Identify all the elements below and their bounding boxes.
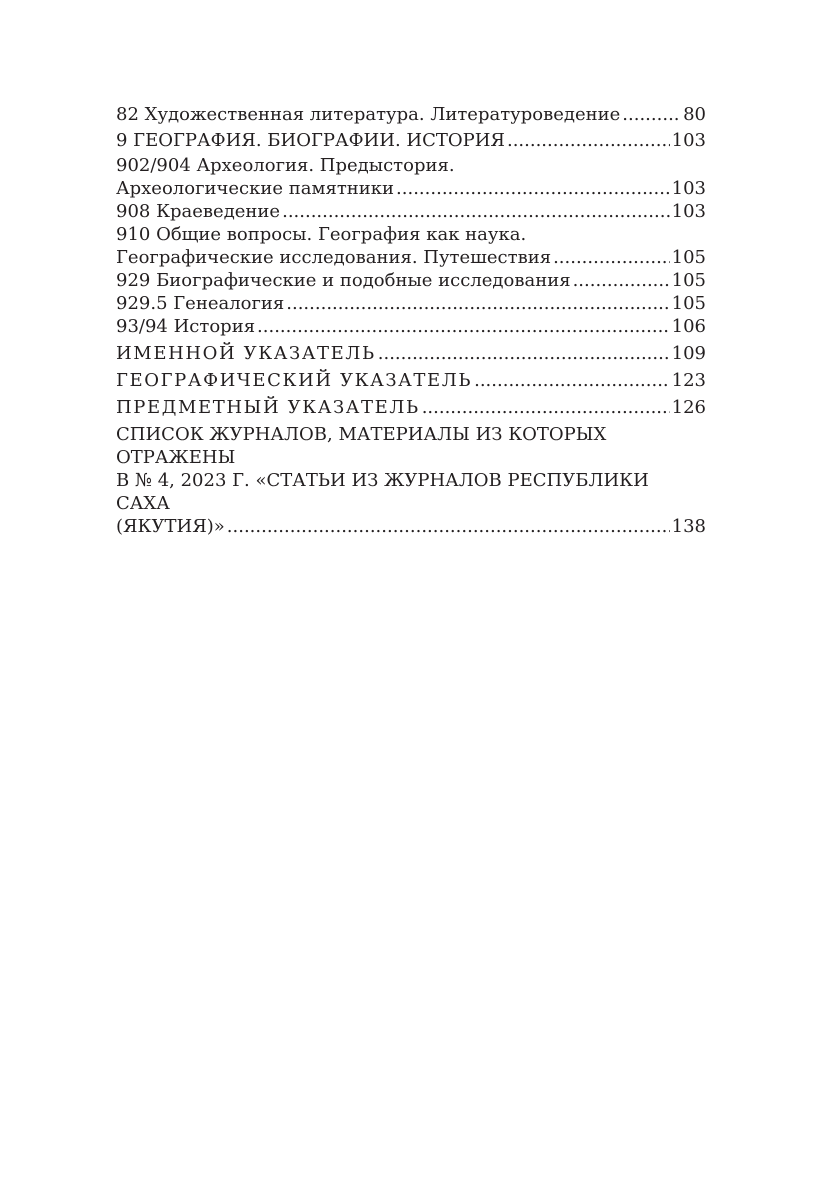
toc-entry-title-line: В № 4, 2023 Г. «СТАТЬИ ИЗ ЖУРНАЛОВ РЕСПУБЛИКИ САХА <box>116 470 649 514</box>
toc-entry-910[interactable] <box>116 223 706 269</box>
toc-page-number: 109 <box>671 343 706 364</box>
dot-leader <box>378 342 670 365</box>
table-of-contents <box>116 103 706 538</box>
toc-entry-geographic-index[interactable] <box>116 369 706 392</box>
toc-entry-title: ПРЕДМЕТНЫЙ УКАЗАТЕЛЬ <box>116 397 420 418</box>
toc-entry-title: 9 ГЕОГРАФИЯ. БИОГРАФИИ. ИСТОРИЯ <box>116 130 505 151</box>
toc-page-number: 105 <box>671 293 706 314</box>
dot-leader <box>553 246 670 269</box>
toc-entry-title: 929.5 Генеалогия <box>116 293 285 314</box>
toc-page-number: 126 <box>671 397 706 418</box>
toc-entry-title: (ЯКУТИЯ)» <box>116 516 225 537</box>
dot-leader <box>257 315 670 338</box>
toc-entry-title: Географические исследования. Путешествия <box>116 247 552 268</box>
dot-leader <box>227 515 670 538</box>
toc-entry-title: 82 Художественная литература. Литературоведение <box>116 104 621 125</box>
toc-entry-title: Археологические памятники <box>116 178 395 199</box>
toc-page-number: 103 <box>671 178 706 199</box>
toc-entry-902-904[interactable] <box>116 154 706 200</box>
toc-entry-title-line: 902/904 Археология. Предыстория. <box>116 155 455 176</box>
dot-leader <box>396 177 670 200</box>
toc-page-number: 106 <box>671 316 706 337</box>
dot-leader <box>573 269 670 292</box>
toc-entry-journals-list[interactable] <box>116 423 706 538</box>
toc-entry-title: 93/94 История <box>116 316 256 337</box>
toc-entry-9[interactable] <box>116 129 706 152</box>
toc-page-number: 103 <box>671 130 706 151</box>
dot-leader <box>422 396 670 419</box>
toc-entry-title: 929 Биографические и подобные исследования <box>116 270 571 291</box>
toc-entry-93-94[interactable] <box>116 315 706 338</box>
toc-entry-908[interactable] <box>116 200 706 223</box>
toc-entry-title: ГЕОГРАФИЧЕСКИЙ УКАЗАТЕЛЬ <box>116 370 473 391</box>
toc-entry-929-5[interactable] <box>116 292 706 315</box>
toc-entry-82[interactable] <box>116 103 706 126</box>
dot-leader <box>474 369 670 392</box>
toc-page-number: 105 <box>671 247 706 268</box>
toc-page-number: 123 <box>671 370 706 391</box>
toc-entry-subject-index[interactable] <box>116 396 706 419</box>
toc-page-number: 80 <box>683 104 706 125</box>
toc-entry-name-index[interactable] <box>116 342 706 365</box>
toc-entry-title: ИМЕННОЙ УКАЗАТЕЛЬ <box>116 343 376 364</box>
toc-entry-929[interactable] <box>116 269 706 292</box>
toc-entry-title-line: 910 Общие вопросы. География как наука. <box>116 224 527 245</box>
dot-leader <box>286 292 669 315</box>
toc-page-number: 105 <box>671 270 706 291</box>
toc-page-number: 138 <box>671 516 706 537</box>
toc-entry-title-line: СПИСОК ЖУРНАЛОВ, МАТЕРИАЛЫ ИЗ КОТОРЫХ ОТРАЖЕНЫ <box>116 424 607 468</box>
toc-page-number: 103 <box>671 201 706 222</box>
toc-entry-title: 908 Краеведение <box>116 201 281 222</box>
dot-leader <box>507 129 670 152</box>
dot-leader <box>282 200 670 223</box>
dot-leader <box>622 103 681 126</box>
